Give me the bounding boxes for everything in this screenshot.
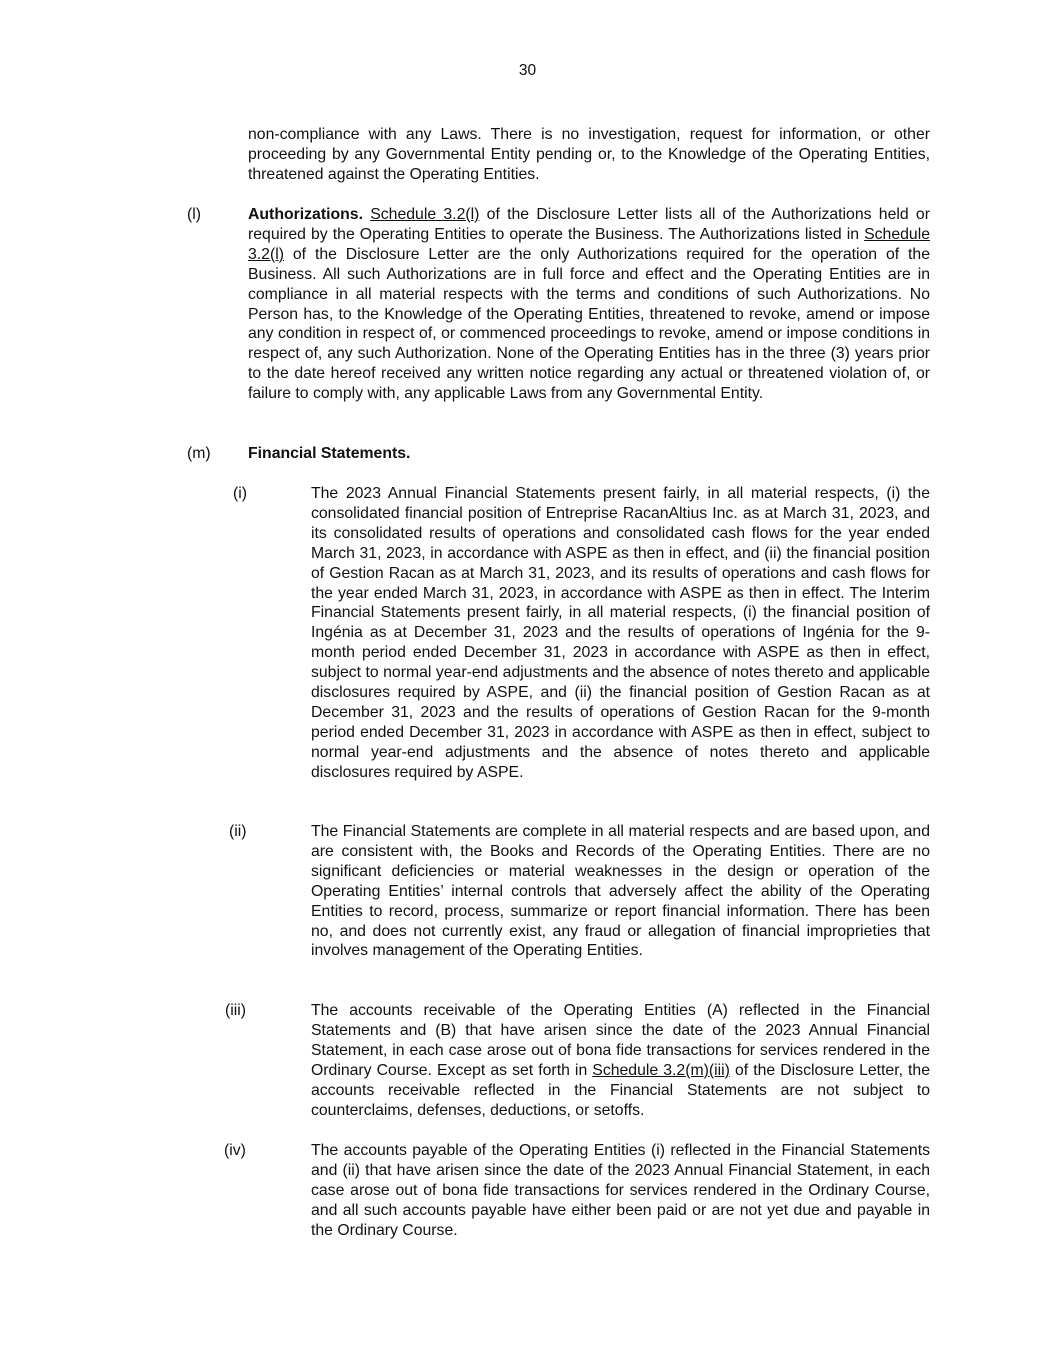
- subsection-ii-text: The Financial Statements are complete in all material respects and are based upon, and are consistent with, the Books and Records of the Operating Entities. There are no significant deficiencies or material weaknesses in the design or operation of the Operating Entities’ internal controls that adversely affect the ability of the Operating Entities to record, process, summarize or report financial information. There has been no, and does not currently exist, any fraud or allegation of financial improprieties that involves management of the Operating Entities.: [311, 823, 930, 960]
- subsection-label: (iv): [224, 1142, 246, 1159]
- schedule-reference-link: Schedule 3.2(l): [370, 206, 480, 223]
- subsection-label: (iii): [225, 1002, 247, 1019]
- page-number: 30: [518, 62, 537, 79]
- section-l-text-part-2: of the Disclosure Letter are the only Authorizations required for the operation of the Business. All such Authorizations are in full force and effect and the Operating Entities are in compliance in all material respects with the terms and conditions of such Authorizations. No Person has, to the Knowledge of the Operating Entities, threatened to revoke, amend or impose any condition in respect of, or commenced proceedings to revoke, amend or impose conditions in respect of, any such Authorization. None of the Operating Entities has in the three (3) years prior to the date hereof received any written notice regarding any actual or threatened violation of, or failure to comply with, any applicable Laws from any Governmental Entity.: [248, 245, 930, 403]
- subsection-iii-text-part-b: of the Disclosure Letter, the accounts receivable reflected in the Financial Statements are not subject to counterclaims, defenses, deductions, or setoffs.: [311, 1061, 931, 1119]
- section-l-heading: Authorizations.: [248, 206, 363, 223]
- section-l-text-part-1: of the Disclosure Letter lists all of the Authorizations held or required by the Operating Entities to operate the Business. The Authorizations listed in: [248, 206, 930, 243]
- subsection-label: (i): [233, 485, 248, 502]
- schedule-reference-link: Schedule 3.2(l): [248, 225, 930, 263]
- subsection-iv-text: The accounts payable of the Operating Entities (i) reflected in the Financial Statements and (ii) that have arisen since the date of the 2023 Annual Financial Statement, in each case arose out of bona fide transactions for services rendered in the Ordinary Course, and all such accounts payable have either been paid or are not yet due and payable in the Ordinary Course.: [311, 1142, 930, 1239]
- section-m-heading: Financial Statements.: [248, 445, 411, 462]
- subsection-label: (ii): [229, 823, 247, 840]
- section-l-paragraph: [248, 205, 930, 404]
- subsection-i-text: The 2023 Annual Financial Statements present fairly, in all material respects, (i) the consolidated financial position of Entreprise RacanAltius Inc. as at March 31, 2023, and its consolidated results of operations and consolidated cash flows for the year ended March 31, 2023, in accordance with ASPE as then in effect, and (ii) the financial position of Gestion Racan as at March 31, 2023, and its results of operations and cash flows for the year ended March 31, 2023, in accordance with ASPE as then in effect. The Interim Financial Statements present fairly, in all material respects, (i) the financial position of Ingénia as at December 31, 2023 and the results of operations of Ingénia for the 9-month period ended December 31, 2023 in accordance with ASPE as then in effect, subject to normal year-end adjustments and the absence of notes thereto and applicable disclosures required by ASPE, and (ii) the financial position of Gestion Racan as at December 31, 2023 and the results of operations of Gestion Racan for the 9-month period ended December 31, 2023 in accordance with ASPE as then in effect, subject to normal year-end adjustments and the absence of notes thereto and applicable disclosures required by ASPE.: [311, 485, 930, 781]
- schedule-reference-link: Schedule 3.2(m)(iii): [592, 1061, 730, 1079]
- continuation-paragraph: non-compliance with any Laws. There is no investigation, request for information, or other proceeding by any Governmental Entity pending or, to the Knowledge of the Operating Entities, threatened against the Operating Entities.: [248, 126, 930, 183]
- subsection-iii-text-part-a: The accounts receivable of the Operating Entities (A) reflected in the Financial Statements and (B) that have arisen since the date of the 2023 Annual Financial Statement, in each case arose out of bona fide transactions for services rendered in the Ordinary Course. Except as set forth in: [311, 1002, 930, 1079]
- section-l-label: (l): [187, 206, 202, 223]
- section-m-label: (m): [187, 445, 211, 462]
- subsection-iii-text: [311, 1001, 930, 1120]
